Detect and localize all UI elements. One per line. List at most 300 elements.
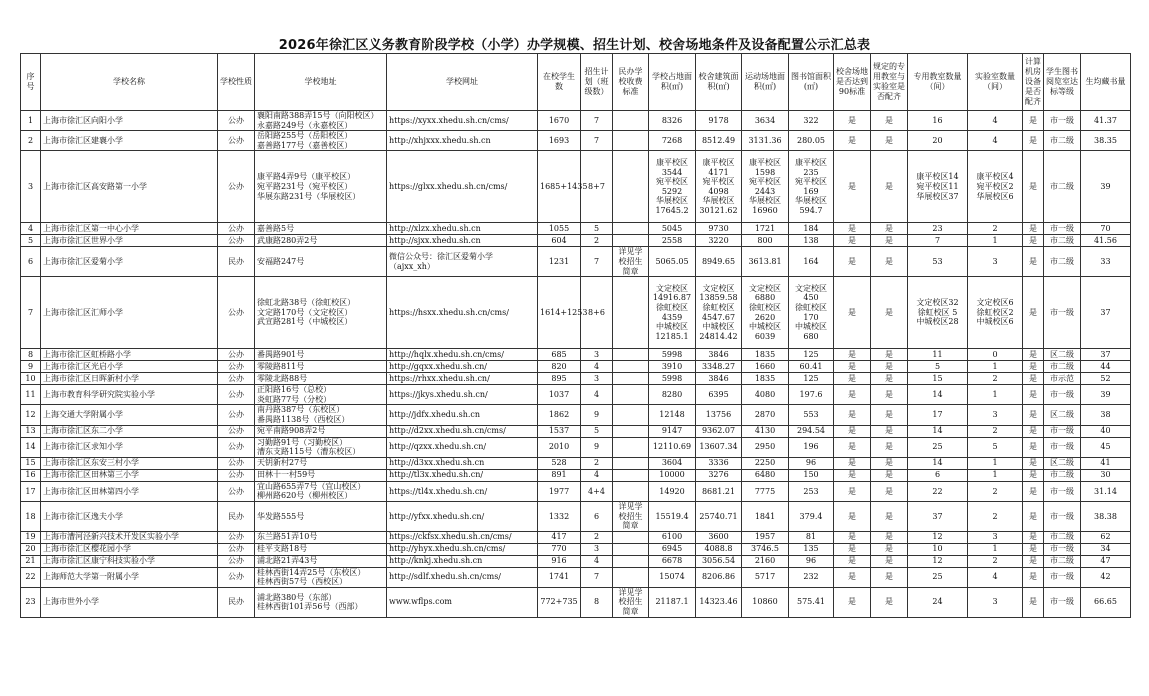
cell-reading-level: 市二级 [1044,131,1081,151]
cell-line: 3 [992,597,998,607]
cell-line: 30121.62 [699,206,738,216]
cell-website[interactable]: http://hqlx.xhedu.sh.cn/cms/ [387,349,538,361]
cell-rooms-complete: 是 [871,543,908,555]
cell-building-area [696,481,742,501]
cell-sports-area [742,555,789,567]
cell-students: 1614+1253 [538,277,581,349]
cell-line: 华展校区 [795,196,827,206]
cell-reading-level: 市一级 [1044,567,1081,587]
cell-labs [968,555,1023,567]
cell-line: 4 [992,115,998,125]
cell-website[interactable]: https://glxx.xhedu.sh.cn/cms/ [387,151,538,223]
cell-line: 襄阳南路388弄15号（向阳校区） [257,111,379,120]
cell-labs [968,361,1023,373]
col-land-area-header: 学校占地面积(㎡) [649,54,696,111]
cell-school-type: 公办 [218,151,255,223]
cell-standard-90: 是 [834,425,871,437]
cell-school-name: 上海交通大学附属小学 [41,405,218,425]
cell-reading-level: 区二级 [1044,457,1081,469]
cell-line: 宛平校区11 [916,182,959,192]
cell-line: 10860 [752,597,778,607]
cell-address [255,223,387,235]
cell-school-type: 民办 [218,247,255,277]
cell-line: 15 [932,373,943,383]
cell-line: 3634 [754,115,776,125]
cell-school-name: 上海市教育科学研究院实验小学 [41,385,218,405]
cell-reading-level: 市一级 [1044,543,1081,555]
cell-address [255,481,387,501]
cell-line: 5065.05 [655,256,689,266]
cell-line: 炎虹路77号（分校） [257,394,332,404]
cell-line: 田林十一村59号 [257,470,316,480]
cell-line: 125 [803,349,819,359]
table-row [21,235,1131,247]
cell-land-area [649,543,696,555]
cell-website[interactable]: https://jkys.xhedu.sh.cn/ [387,385,538,405]
cell-rooms-complete: 是 [871,361,908,373]
cell-computer-room: 是 [1023,481,1044,501]
cell-standard-90: 是 [834,567,871,587]
cell-building-area [696,151,742,223]
cell-reading-level: 区二级 [1044,349,1081,361]
cell-computer-room: 是 [1023,457,1044,469]
cell-fee-standard [613,247,649,277]
cell-line: 华展校区6 [976,191,1014,201]
table-row [21,587,1131,617]
cell-sports-area [742,247,789,277]
cell-line: 华展东路231号（华展校区） [257,191,361,201]
cell-school-type: 公办 [218,481,255,501]
table-row [21,349,1131,361]
table-row [21,111,1131,131]
cell-line: 华发路555号 [257,511,305,521]
cell-students: 417 [538,531,581,543]
cell-reading-level: 市示范 [1044,373,1081,385]
cell-line: 7775 [754,486,776,496]
cell-library-area [789,223,834,235]
cell-building-area [696,131,742,151]
table-row [21,361,1131,373]
cell-line: 1957 [754,532,776,542]
cell-website[interactable]: www.wflps.com [387,587,538,617]
cell-books-per-student: 38.35 [1081,131,1131,151]
cell-line: 17 [932,410,943,420]
cell-land-area [649,361,696,373]
cell-labs [968,235,1023,247]
cell-labs [968,457,1023,469]
cell-line: 170 [803,312,819,322]
cell-building-area [696,349,742,361]
cell-land-area [649,151,696,223]
cell-labs [968,277,1023,349]
cell-labs [968,501,1023,531]
cell-reading-level: 市一级 [1044,501,1081,531]
cell-no: 20 [21,543,41,555]
table-row [21,373,1131,385]
cell-website[interactable]: http://sjxx.xhedu.sh.cn [387,235,538,247]
cell-standard-90: 是 [834,277,871,349]
cell-books-per-student: 52 [1081,373,1131,385]
cell-line: 康平路4弄9号（康平校区） [257,172,356,182]
cell-labs [968,567,1023,587]
col-rooms-complete-header: 规定的专用教室与实验室是否配齐 [871,54,908,111]
cell-line: 25740.71 [699,511,738,521]
cell-website[interactable]: http://qzxx.xhedu.sh.cn/ [387,437,538,457]
cell-building-area [696,469,742,481]
cell-fee-standard [613,469,649,481]
cell-land-area [649,373,696,385]
cell-website[interactable]: http://yfxx.xhedu.sh.cn/ [387,501,538,531]
cell-books-per-student: 42 [1081,567,1131,587]
cell-line: 1 [992,389,998,399]
cell-school-name: 上海市徐汇区世界小学 [41,235,218,247]
cell-standard-90: 是 [834,223,871,235]
cell-line: 800 [757,236,773,246]
cell-students: 1055 [538,223,581,235]
cell-books-per-student: 41 [1081,457,1131,469]
cell-reading-level: 市一级 [1044,481,1081,501]
cell-building-area [696,457,742,469]
cell-line: 9147 [661,426,683,436]
cell-line: 徐虹校区2 [976,307,1014,317]
cell-special-rooms [908,531,968,543]
cell-computer-room: 是 [1023,111,1044,131]
cell-standard-90: 是 [834,111,871,131]
cell-school-name: 上海市徐汇区田林第四小学 [41,481,218,501]
cell-website[interactable]: http://sdlf.xhedu.sh.cn/cms/ [387,567,538,587]
cell-line: 8326 [661,115,683,125]
cell-line: 6039 [754,331,776,341]
cell-special-rooms [908,385,968,405]
cell-standard-90: 是 [834,501,871,531]
cell-students: 1037 [538,385,581,405]
cell-line: 华展校区 [656,196,688,206]
cell-line: 14 [932,426,943,436]
cell-school-type: 公办 [218,131,255,151]
cell-library-area [789,373,834,385]
cell-school-name: 上海市世外小学 [41,587,218,617]
table-row [21,457,1131,469]
cell-line: 164 [803,256,819,266]
cell-line: 1 [992,544,998,554]
cell-line: 4 [992,572,998,582]
cell-line: 0 [992,349,998,359]
document-title: 2026年徐汇区义务教育阶段学校（小学）办学规模、招生计划、校舍场地条件及设备配置公示汇总表 [278,38,871,53]
cell-fee-standard [613,425,649,437]
cell-students: 1537 [538,425,581,437]
table-row [21,555,1131,567]
cell-students: 1231 [538,247,581,277]
cell-building-area [696,223,742,235]
cell-no: 10 [21,373,41,385]
cell-enroll-plan: 3 [581,543,613,555]
cell-building-area [696,361,742,373]
school-table [20,53,1131,618]
cell-line: 125 [803,373,819,383]
cell-line: 553 [803,410,819,420]
cell-school-name: 上海师范大学第一附属小学 [41,567,218,587]
cell-no: 9 [21,361,41,373]
cell-no: 1 [21,111,41,131]
table-row [21,543,1131,555]
table-row [21,567,1131,587]
cell-students: 916 [538,555,581,567]
cell-line: 3056.54 [701,556,736,566]
cell-labs [968,437,1023,457]
cell-website[interactable]: http://tl3x.xhedu.sh.cn/ [387,469,538,481]
cell-line: 4098 [708,186,729,196]
cell-fee-standard [613,111,649,131]
cell-rooms-complete: 是 [871,437,908,457]
cell-website[interactable]: http://xhjxxx.xhedu.sh.cn [387,131,538,151]
cell-building-area [696,247,742,277]
cell-rooms-complete: 是 [871,349,908,361]
cell-line: 1721 [754,224,776,234]
cell-fee-standard [613,555,649,567]
cell-rooms-complete: 是 [871,373,908,385]
cell-reading-level: 市二级 [1044,555,1081,567]
cell-address [255,151,387,223]
cell-line: 280.05 [797,135,825,145]
cell-line: 简章 [622,266,639,276]
cell-line: 575.41 [797,597,825,607]
col-building-area-header: 校舍建筑面积(㎡) [696,54,742,111]
cell-school-type: 公办 [218,437,255,457]
cell-line: 6395 [708,389,729,399]
cell-line: 23 [932,224,943,234]
cell-standard-90: 是 [834,385,871,405]
table-row [21,437,1131,457]
cell-rooms-complete: 是 [871,131,908,151]
cell-line: 校招生 [618,511,643,521]
col-enroll-plan-header: 招生计划（班级数） [581,54,613,111]
cell-line: 6480 [754,470,776,480]
cell-line: 宜山路655弄7号（宜山校区） [257,481,366,491]
col-special-rooms-header: 专用教室数量（间） [908,54,968,111]
cell-land-area [649,555,696,567]
cell-line: 196 [803,442,819,452]
cell-line: 9178 [708,115,729,125]
cell-school-type: 公办 [218,567,255,587]
cell-building-area [696,405,742,425]
cell-special-rooms [908,247,968,277]
cell-line: 16 [932,115,943,125]
cell-labs [968,247,1023,277]
cell-line: 53 [932,256,943,266]
cell-enroll-plan: 8 [581,587,613,617]
cell-enroll-plan: 2 [581,235,613,247]
cell-line: 校招生 [618,597,643,607]
cell-line: 21187.1 [655,597,689,607]
cell-computer-room: 是 [1023,385,1044,405]
cell-line: 5998 [661,373,683,383]
cell-line: 2 [992,486,998,496]
col-students-header: 在校学生数 [538,54,581,111]
cell-line: 柳州路620号（柳州校区） [257,491,353,501]
cell-school-name: 上海市徐汇区康宁科技实验小学 [41,555,218,567]
cell-line: 450 [803,293,819,303]
cell-line: 详见学 [618,587,643,597]
cell-books-per-student: 34 [1081,543,1131,555]
cell-labs [968,587,1023,617]
cell-books-per-student: 66.65 [1081,587,1131,617]
cell-line: 文定校区 [749,283,781,293]
cell-line: 康平校区 [702,158,735,168]
cell-website[interactable]: http://jdfx.xhedu.sh.cn [387,405,538,425]
cell-books-per-student: 30 [1081,469,1131,481]
cell-line: 宛平路231号（宛平校区） [257,182,353,192]
cell-line: 康平校区14 [916,172,959,182]
cell-line: 天钥新村27号 [257,458,308,468]
cell-website[interactable]: https://xyxx.xhedu.sh.cn/cms/ [387,111,538,131]
cell-library-area [789,131,834,151]
cell-computer-room: 是 [1023,247,1044,277]
cell-line: 武宣路281号（中城校区） [257,317,353,327]
cell-special-rooms [908,555,968,567]
cell-standard-90: 是 [834,587,871,617]
cell-line: 138 [803,236,819,246]
cell-school-type: 公办 [218,425,255,437]
cell-website[interactable]: https://ckfsx.xhedu.sh.cn/cms/ [387,531,538,543]
cell-land-area [649,469,696,481]
cell-books-per-student: 37 [1081,349,1131,361]
cell-computer-room: 是 [1023,469,1044,481]
cell-special-rooms [908,131,968,151]
cell-reading-level: 市二级 [1044,469,1081,481]
cell-school-type: 公办 [218,277,255,349]
cell-rooms-complete: 是 [871,425,908,437]
cell-line: 徐虹校区 [702,303,735,313]
cell-no: 18 [21,501,41,531]
cell-enroll-plan: 2 [581,457,613,469]
cell-address [255,437,387,457]
cell-line: 校招生 [618,256,643,266]
cell-line: 3 [992,532,998,542]
cell-special-rooms [908,587,968,617]
col-standard-90-header: 校舍场地是否达到90标准 [834,54,871,111]
cell-library-area [789,481,834,501]
cell-website[interactable]: http://knkj.xhedu.sh.cn [387,555,538,567]
cell-fee-standard [613,277,649,349]
cell-fee-standard [613,131,649,151]
cell-standard-90: 是 [834,555,871,567]
cell-website[interactable]: http://xlzx.xhedu.sh.cn [387,223,538,235]
cell-line: 5 [934,361,941,371]
header-row [21,54,1131,111]
cell-enroll-plan: 4 [581,469,613,481]
cell-building-area [696,373,742,385]
table-row [21,247,1131,277]
cell-special-rooms [908,111,968,131]
cell-enroll-plan: 5 [581,425,613,437]
cell-line: 文定路170号（文定校区） [257,307,353,317]
cell-rooms-complete: 是 [871,111,908,131]
cell-line: 5998 [661,349,683,359]
cell-website[interactable] [387,247,538,277]
cell-special-rooms [908,373,968,385]
cell-computer-room: 是 [1023,223,1044,235]
cell-website[interactable]: http://d2xx.xhedu.sh.cn/cms/ [387,425,538,437]
cell-address [255,361,387,373]
cell-address [255,111,387,131]
cell-land-area [649,223,696,235]
table-row [21,425,1131,437]
cell-sports-area [742,131,789,151]
cell-website[interactable]: https://tl4x.xhedu.sh.cn/ [387,481,538,501]
cell-line: 徐虹北路38号（徐虹校区） [257,298,356,308]
cell-reading-level: 市一级 [1044,425,1081,437]
cell-line: 桂林西街101弄56号（西部） [257,602,363,612]
cell-land-area [649,385,696,405]
cell-computer-room: 是 [1023,235,1044,247]
cell-building-area [696,501,742,531]
cell-line: 60.41 [799,361,823,371]
cell-books-per-student: 41.56 [1081,235,1131,247]
cell-reading-level: 市二级 [1044,151,1081,223]
cell-line: 1 [992,470,998,480]
cell-line: 嘉善路5号 [257,224,295,234]
cell-school-type: 公办 [218,223,255,235]
cell-line: 桂林西街57号（西校区） [257,577,348,587]
cell-rooms-complete: 是 [871,277,908,349]
cell-line: 2558 [661,236,683,246]
cell-line: 15519.4 [655,511,689,521]
cell-labs [968,349,1023,361]
cell-website[interactable]: http://yhyx.xhedu.sh.cn/cms/ [387,543,538,555]
cell-labs [968,425,1023,437]
cell-no: 3 [21,151,41,223]
cell-line: 2 [992,511,998,521]
cell-line: 1835 [754,373,776,383]
cell-line: 96 [805,458,817,468]
cell-line: 4359 [661,312,683,322]
cell-school-type: 公办 [218,405,255,425]
cell-library-area [789,235,834,247]
cell-address [255,405,387,425]
cell-line: 81 [805,532,817,542]
cell-no: 21 [21,555,41,567]
col-library-area-header: 图书馆面积(㎡) [789,54,834,111]
cell-line: 宛平校区 [702,177,735,187]
cell-fee-standard [613,405,649,425]
cell-special-rooms [908,567,968,587]
cell-line: 37 [932,511,943,521]
table-row [21,501,1131,531]
cell-website[interactable]: https://hsxx.xhedu.sh.cn/cms/ [387,277,538,349]
cell-rooms-complete: 是 [871,247,908,277]
cell-books-per-student: 44 [1081,361,1131,373]
table-row [21,385,1131,405]
cell-school-type: 民办 [218,587,255,617]
cell-line: 华展校区37 [916,191,959,201]
cell-land-area [649,481,696,501]
cell-school-name: 上海市漕河泾新兴技术开发区实验小学 [41,531,218,543]
cell-rooms-complete: 是 [871,501,908,531]
cell-rooms-complete: 是 [871,457,908,469]
cell-line: 3 [992,410,998,420]
cell-address [255,425,387,437]
cell-line: 184 [803,224,819,234]
cell-website[interactable]: http://gqxx.xhedu.sh.cn/ [387,361,538,373]
cell-building-area [696,111,742,131]
cell-labs [968,111,1023,131]
cell-rooms-complete: 是 [871,481,908,501]
cell-line: 24814.42 [699,331,738,341]
cell-line: 6678 [661,556,683,566]
cell-no: 14 [21,437,41,457]
cell-website[interactable]: https://rhxx.xhedu.sh.cn/ [387,373,538,385]
cell-website[interactable]: http://d3xx.xhedu.sh.cn [387,457,538,469]
